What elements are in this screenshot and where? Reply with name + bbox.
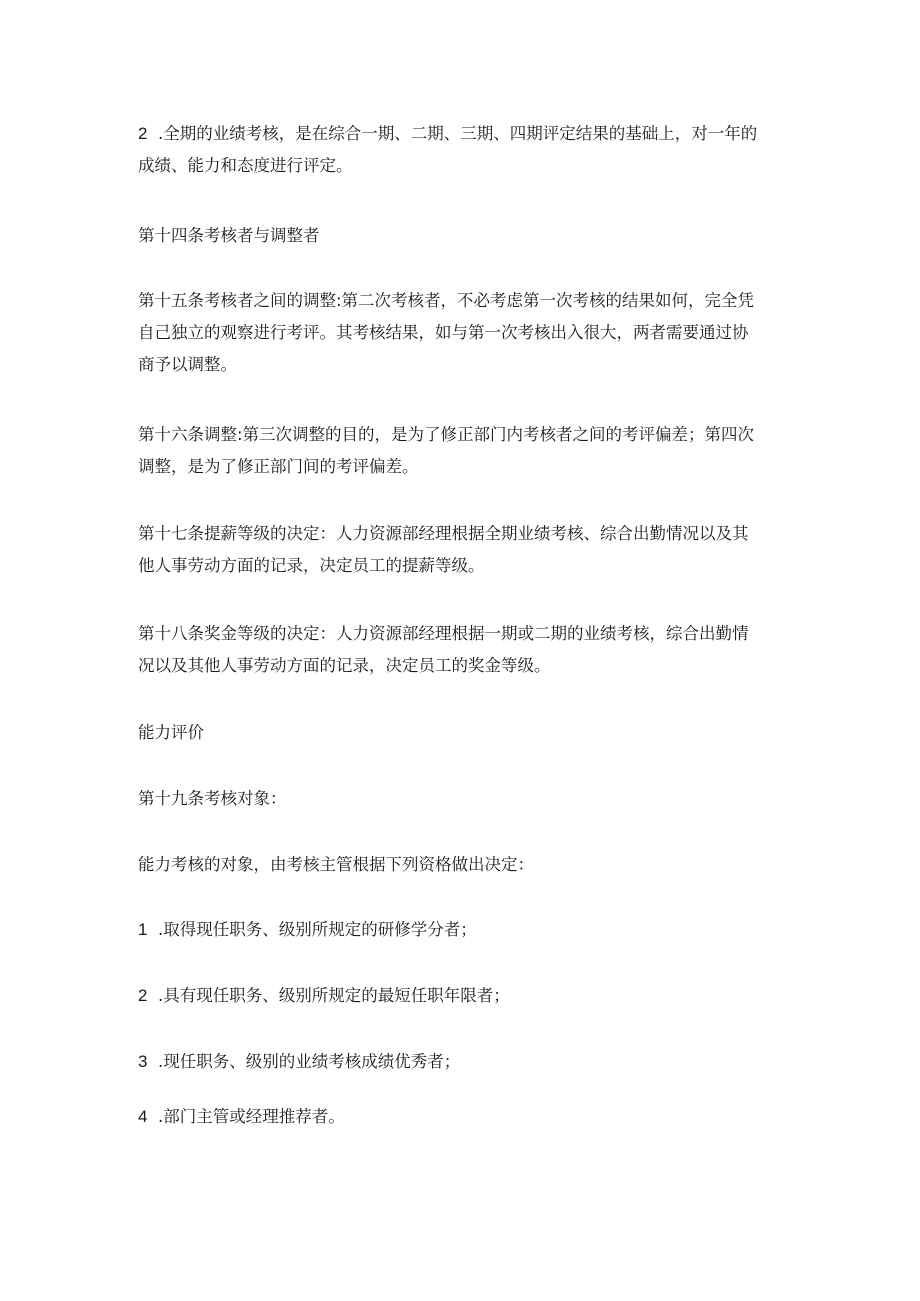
list-number: 3 bbox=[138, 1052, 148, 1071]
paragraph-text: 调整，是为了修正部门间的考评偏差。 bbox=[138, 457, 419, 476]
article-15-paragraph bbox=[138, 285, 782, 381]
paragraph-text: 第十四条考核者与调整者 bbox=[138, 226, 320, 245]
paragraph-text: 第十七条提薪等级的决定：人力资源部经理根据全期业绩考核、综合出勤情况以及其 bbox=[138, 524, 749, 543]
paragraph-text: 成绩、能力和态度进行评定。 bbox=[138, 156, 353, 175]
article-14-heading bbox=[138, 220, 782, 252]
article-18-paragraph bbox=[138, 618, 782, 682]
paragraph-text: 第十六条调整:第三次调整的目的，是为了修正部门内考核者之间的考评偏差；第四次 bbox=[138, 425, 755, 444]
list-item bbox=[138, 980, 782, 1012]
list-item-text: .取得现任职务、级别所规定的研修学分者； bbox=[158, 920, 477, 939]
paragraph-text: 第十五条考核者之间的调整:第二次考核者，不必考虑第一次考核的结果如何，完全凭 bbox=[138, 291, 755, 310]
list-item-text: .部门主管或经理推荐者。 bbox=[158, 1107, 345, 1126]
article-16-paragraph bbox=[138, 419, 782, 483]
paragraph-text: .全期的业绩考核，是在综合一期、二期、三期、四期评定结果的基础上，对一年的 bbox=[158, 124, 758, 143]
list-number: 2 bbox=[138, 986, 148, 1005]
list-item bbox=[138, 1101, 782, 1133]
paragraph-text: 自己独立的观察进行考评。其考核结果，如与第一次考核出入很大，两者需要通过协 bbox=[138, 323, 749, 342]
paragraph-assessment-target bbox=[138, 849, 782, 881]
paragraph-text: 能力考核的对象，由考核主管根据下列资格做出决定： bbox=[138, 855, 534, 874]
paragraph-text: 第十九条考核对象： bbox=[138, 789, 287, 808]
list-item-text: .现任职务、级别的业绩考核成绩优秀者； bbox=[158, 1052, 461, 1071]
list-item bbox=[138, 1046, 782, 1078]
paragraph-text: 能力评价 bbox=[138, 723, 204, 742]
list-number: 4 bbox=[138, 1107, 148, 1126]
list-number: 1 bbox=[138, 920, 148, 939]
paragraph-text: 况以及其他人事劳动方面的记录，决定员工的奖金等级。 bbox=[138, 656, 551, 675]
list-item bbox=[138, 914, 782, 946]
list-item-text: .具有现任职务、级别所规定的最短任职年限者； bbox=[158, 986, 510, 1005]
article-17-paragraph bbox=[138, 518, 782, 582]
list-number: 2 bbox=[138, 124, 148, 143]
paragraph-text: 商予以调整。 bbox=[138, 355, 237, 374]
article-19-heading bbox=[138, 783, 782, 815]
paragraph-text: 他人事劳动方面的记录，决定员工的提薪等级。 bbox=[138, 556, 485, 575]
paragraph-text: 第十八条奖金等级的决定：人力资源部经理根据一期或二期的业绩考核，综合出勤情 bbox=[138, 624, 749, 643]
section-heading-ability bbox=[138, 717, 782, 749]
paragraph-annual-review bbox=[138, 118, 782, 182]
